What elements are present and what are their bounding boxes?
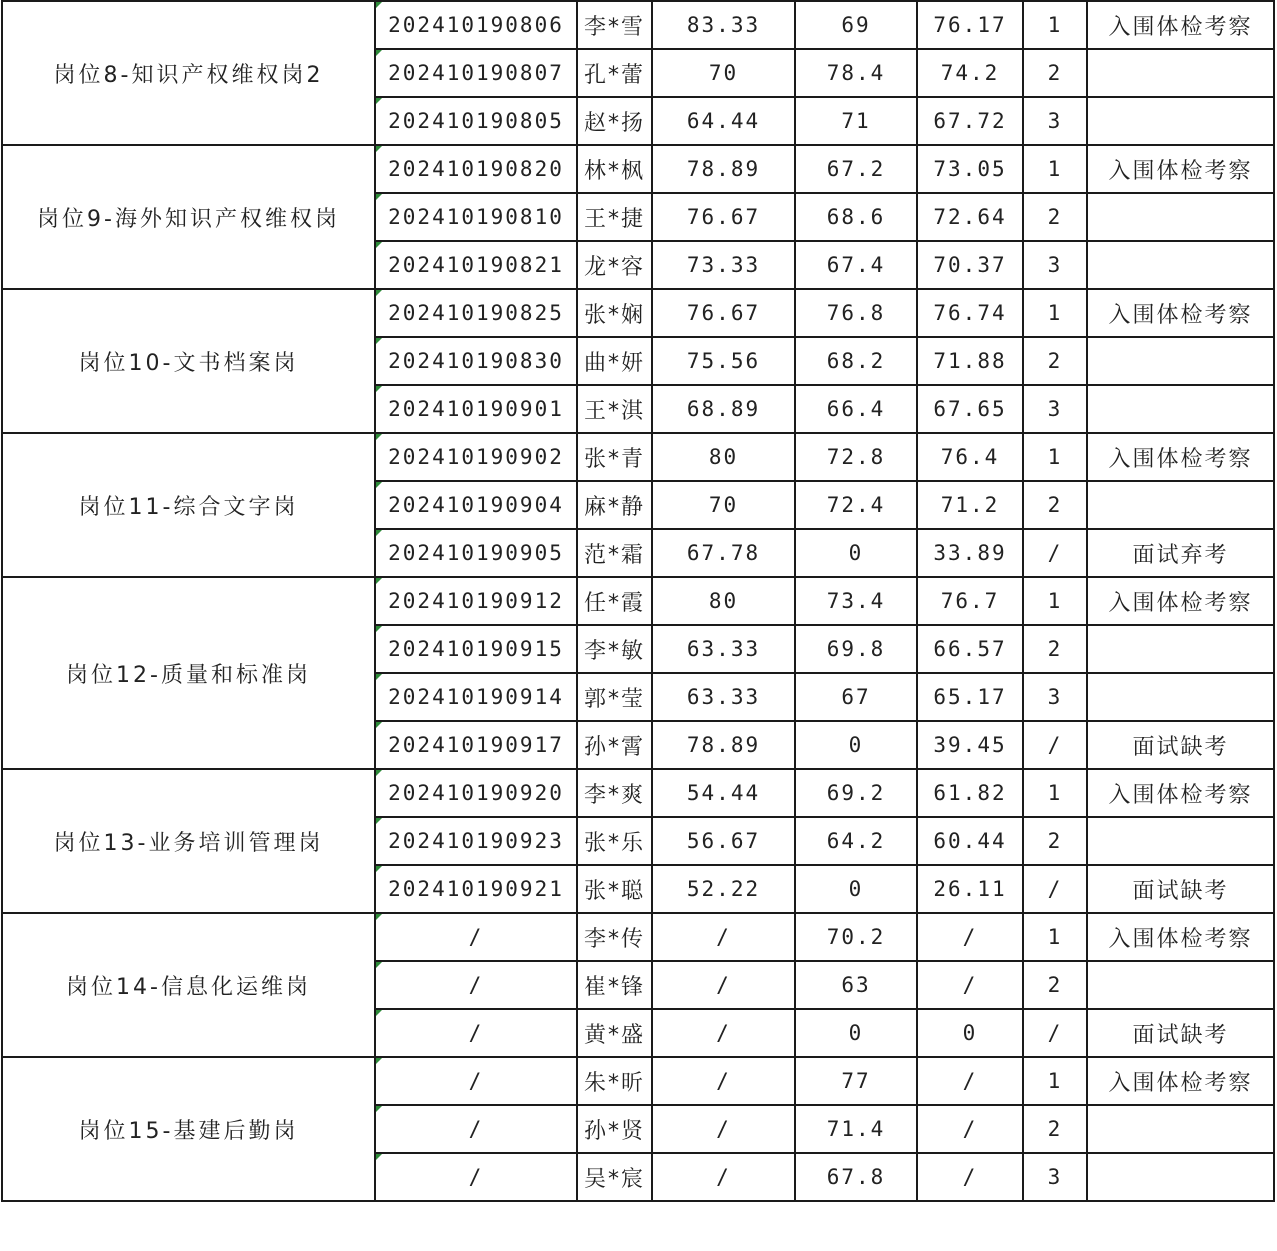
interview-score-cell: 69: [795, 1, 917, 49]
exam-id-cell: 202410190921: [375, 865, 577, 913]
total-score-cell: 67.65: [917, 385, 1023, 433]
rank-cell: 1: [1023, 433, 1087, 481]
total-score-cell: 33.89: [917, 529, 1023, 577]
remark-cell: 入围体检考察: [1087, 913, 1274, 961]
rank-cell: 2: [1023, 1105, 1087, 1153]
total-score-cell: 0: [917, 1009, 1023, 1057]
post-name-cell: 岗位9-海外知识产权维权岗: [2, 145, 375, 289]
rank-cell: 3: [1023, 241, 1087, 289]
interview-score-cell: 0: [795, 1009, 917, 1057]
remark-cell: 入围体检考察: [1087, 289, 1274, 337]
remark-cell: [1087, 49, 1274, 97]
candidate-name-cell: 郭*莹: [577, 673, 652, 721]
exam-id-cell: 202410190901: [375, 385, 577, 433]
rank-cell: 2: [1023, 961, 1087, 1009]
interview-score-cell: 72.4: [795, 481, 917, 529]
exam-id-cell: 202410190917: [375, 721, 577, 769]
table-row: [2, 913, 1274, 961]
candidate-name-cell: 朱*昕: [577, 1057, 652, 1105]
total-score-cell: /: [917, 913, 1023, 961]
candidate-name-cell: 李*敏: [577, 625, 652, 673]
rank-cell: /: [1023, 1009, 1087, 1057]
exam-id-cell: 202410190914: [375, 673, 577, 721]
candidate-name-cell: 黄*盛: [577, 1009, 652, 1057]
written-score-cell: 70: [652, 481, 795, 529]
exam-id-cell: 202410190806: [375, 1, 577, 49]
remark-cell: [1087, 673, 1274, 721]
rank-cell: /: [1023, 865, 1087, 913]
written-score-cell: 64.44: [652, 97, 795, 145]
candidate-name-cell: 龙*容: [577, 241, 652, 289]
total-score-cell: 76.74: [917, 289, 1023, 337]
remark-cell: 面试缺考: [1087, 721, 1274, 769]
interview-score-cell: 66.4: [795, 385, 917, 433]
candidate-name-cell: 王*捷: [577, 193, 652, 241]
total-score-cell: 71.2: [917, 481, 1023, 529]
post-name-cell: 岗位14-信息化运维岗: [2, 913, 375, 1057]
remark-cell: 面试缺考: [1087, 1009, 1274, 1057]
written-score-cell: 80: [652, 433, 795, 481]
table-row: [2, 145, 1274, 193]
written-score-cell: 75.56: [652, 337, 795, 385]
total-score-cell: 67.72: [917, 97, 1023, 145]
written-score-cell: 80: [652, 577, 795, 625]
rank-cell: 2: [1023, 817, 1087, 865]
rank-cell: 2: [1023, 337, 1087, 385]
rank-cell: /: [1023, 529, 1087, 577]
interview-score-cell: 69.2: [795, 769, 917, 817]
remark-cell: [1087, 97, 1274, 145]
post-name-cell: 岗位8-知识产权维权岗2: [2, 1, 375, 145]
total-score-cell: 76.17: [917, 1, 1023, 49]
rank-cell: 3: [1023, 1153, 1087, 1201]
interview-score-cell: 67.2: [795, 145, 917, 193]
rank-cell: 1: [1023, 913, 1087, 961]
results-table: [1, 0, 1275, 1202]
total-score-cell: /: [917, 961, 1023, 1009]
table-row: [2, 577, 1274, 625]
rank-cell: /: [1023, 721, 1087, 769]
written-score-cell: 76.67: [652, 289, 795, 337]
candidate-name-cell: 孔*蕾: [577, 49, 652, 97]
written-score-cell: /: [652, 913, 795, 961]
remark-cell: [1087, 817, 1274, 865]
remark-cell: 入围体检考察: [1087, 1057, 1274, 1105]
interview-score-cell: 71.4: [795, 1105, 917, 1153]
interview-score-cell: 76.8: [795, 289, 917, 337]
rank-cell: 1: [1023, 577, 1087, 625]
written-score-cell: 52.22: [652, 865, 795, 913]
written-score-cell: /: [652, 961, 795, 1009]
candidate-name-cell: 麻*静: [577, 481, 652, 529]
interview-score-cell: 0: [795, 865, 917, 913]
exam-id-cell: 202410190904: [375, 481, 577, 529]
interview-score-cell: 72.8: [795, 433, 917, 481]
interview-score-cell: 68.6: [795, 193, 917, 241]
total-score-cell: 66.57: [917, 625, 1023, 673]
remark-cell: 入围体检考察: [1087, 1, 1274, 49]
total-score-cell: 65.17: [917, 673, 1023, 721]
exam-id-cell: 202410190920: [375, 769, 577, 817]
exam-id-cell: 202410190905: [375, 529, 577, 577]
post-name-cell: 岗位13-业务培训管理岗: [2, 769, 375, 913]
candidate-name-cell: 张*青: [577, 433, 652, 481]
total-score-cell: 73.05: [917, 145, 1023, 193]
remark-cell: [1087, 1153, 1274, 1201]
remark-cell: 面试弃考: [1087, 529, 1274, 577]
table-row: [2, 433, 1274, 481]
candidate-name-cell: 李*雪: [577, 1, 652, 49]
exam-id-cell: /: [375, 961, 577, 1009]
exam-id-cell: 202410190915: [375, 625, 577, 673]
total-score-cell: 72.64: [917, 193, 1023, 241]
table-row: [2, 289, 1274, 337]
candidate-name-cell: 孙*贤: [577, 1105, 652, 1153]
interview-score-cell: 78.4: [795, 49, 917, 97]
interview-score-cell: 70.2: [795, 913, 917, 961]
rank-cell: 2: [1023, 49, 1087, 97]
exam-id-cell: 202410190821: [375, 241, 577, 289]
interview-score-cell: 0: [795, 529, 917, 577]
exam-id-cell: /: [375, 1057, 577, 1105]
exam-id-cell: /: [375, 913, 577, 961]
written-score-cell: 83.33: [652, 1, 795, 49]
exam-id-cell: 202410190810: [375, 193, 577, 241]
candidate-name-cell: 赵*扬: [577, 97, 652, 145]
exam-id-cell: 202410190912: [375, 577, 577, 625]
exam-id-cell: 202410190825: [375, 289, 577, 337]
exam-id-cell: /: [375, 1105, 577, 1153]
exam-id-cell: 202410190820: [375, 145, 577, 193]
interview-score-cell: 68.2: [795, 337, 917, 385]
exam-id-cell: 202410190923: [375, 817, 577, 865]
total-score-cell: 76.7: [917, 577, 1023, 625]
rank-cell: 2: [1023, 193, 1087, 241]
candidate-name-cell: 孙*霄: [577, 721, 652, 769]
total-score-cell: 61.82: [917, 769, 1023, 817]
interview-score-cell: 67.8: [795, 1153, 917, 1201]
remark-cell: [1087, 337, 1274, 385]
interview-score-cell: 73.4: [795, 577, 917, 625]
total-score-cell: 39.45: [917, 721, 1023, 769]
written-score-cell: 56.67: [652, 817, 795, 865]
rank-cell: 1: [1023, 769, 1087, 817]
candidate-name-cell: 任*霞: [577, 577, 652, 625]
written-score-cell: 76.67: [652, 193, 795, 241]
remark-cell: 入围体检考察: [1087, 145, 1274, 193]
interview-score-cell: 64.2: [795, 817, 917, 865]
interview-score-cell: 69.8: [795, 625, 917, 673]
rank-cell: 2: [1023, 481, 1087, 529]
written-score-cell: 70: [652, 49, 795, 97]
written-score-cell: 73.33: [652, 241, 795, 289]
candidate-name-cell: 张*乐: [577, 817, 652, 865]
written-score-cell: 78.89: [652, 145, 795, 193]
written-score-cell: /: [652, 1057, 795, 1105]
post-name-cell: 岗位10-文书档案岗: [2, 289, 375, 433]
exam-id-cell: 202410190902: [375, 433, 577, 481]
total-score-cell: 74.2: [917, 49, 1023, 97]
written-score-cell: 63.33: [652, 625, 795, 673]
remark-cell: [1087, 481, 1274, 529]
interview-score-cell: 77: [795, 1057, 917, 1105]
remark-cell: 入围体检考察: [1087, 769, 1274, 817]
table-row: [2, 769, 1274, 817]
post-name-cell: 岗位11-综合文字岗: [2, 433, 375, 577]
rank-cell: 1: [1023, 145, 1087, 193]
candidate-name-cell: 张*娴: [577, 289, 652, 337]
exam-id-cell: /: [375, 1009, 577, 1057]
rank-cell: 1: [1023, 1, 1087, 49]
written-score-cell: /: [652, 1153, 795, 1201]
written-score-cell: /: [652, 1009, 795, 1057]
total-score-cell: /: [917, 1153, 1023, 1201]
exam-id-cell: 202410190805: [375, 97, 577, 145]
exam-id-cell: /: [375, 1153, 577, 1201]
rank-cell: 3: [1023, 673, 1087, 721]
remark-cell: [1087, 241, 1274, 289]
total-score-cell: 71.88: [917, 337, 1023, 385]
total-score-cell: 60.44: [917, 817, 1023, 865]
post-name-cell: 岗位15-基建后勤岗: [2, 1057, 375, 1201]
rank-cell: 3: [1023, 97, 1087, 145]
remark-cell: [1087, 193, 1274, 241]
total-score-cell: 26.11: [917, 865, 1023, 913]
interview-score-cell: 67: [795, 673, 917, 721]
candidate-name-cell: 曲*妍: [577, 337, 652, 385]
remark-cell: [1087, 625, 1274, 673]
candidate-name-cell: 李*爽: [577, 769, 652, 817]
written-score-cell: 63.33: [652, 673, 795, 721]
total-score-cell: 70.37: [917, 241, 1023, 289]
candidate-name-cell: 吴*宸: [577, 1153, 652, 1201]
table-body: [2, 1, 1274, 1201]
rank-cell: 2: [1023, 625, 1087, 673]
rank-cell: 1: [1023, 1057, 1087, 1105]
post-name-cell: 岗位12-质量和标准岗: [2, 577, 375, 769]
remark-cell: [1087, 961, 1274, 1009]
table-row: [2, 1, 1274, 49]
candidate-name-cell: 范*霜: [577, 529, 652, 577]
remark-cell: [1087, 1105, 1274, 1153]
candidate-name-cell: 崔*锋: [577, 961, 652, 1009]
candidate-name-cell: 王*淇: [577, 385, 652, 433]
rank-cell: 3: [1023, 385, 1087, 433]
written-score-cell: 78.89: [652, 721, 795, 769]
interview-score-cell: 67.4: [795, 241, 917, 289]
written-score-cell: /: [652, 1105, 795, 1153]
candidate-name-cell: 张*聪: [577, 865, 652, 913]
interview-score-cell: 71: [795, 97, 917, 145]
written-score-cell: 54.44: [652, 769, 795, 817]
remark-cell: 入围体检考察: [1087, 577, 1274, 625]
interview-score-cell: 0: [795, 721, 917, 769]
candidate-name-cell: 李*传: [577, 913, 652, 961]
total-score-cell: 76.4: [917, 433, 1023, 481]
written-score-cell: 68.89: [652, 385, 795, 433]
table-row: [2, 1057, 1274, 1105]
rank-cell: 1: [1023, 289, 1087, 337]
remark-cell: 面试缺考: [1087, 865, 1274, 913]
remark-cell: 入围体检考察: [1087, 433, 1274, 481]
interview-score-cell: 63: [795, 961, 917, 1009]
written-score-cell: 67.78: [652, 529, 795, 577]
exam-id-cell: 202410190830: [375, 337, 577, 385]
exam-id-cell: 202410190807: [375, 49, 577, 97]
candidate-name-cell: 林*枫: [577, 145, 652, 193]
total-score-cell: /: [917, 1057, 1023, 1105]
total-score-cell: /: [917, 1105, 1023, 1153]
remark-cell: [1087, 385, 1274, 433]
